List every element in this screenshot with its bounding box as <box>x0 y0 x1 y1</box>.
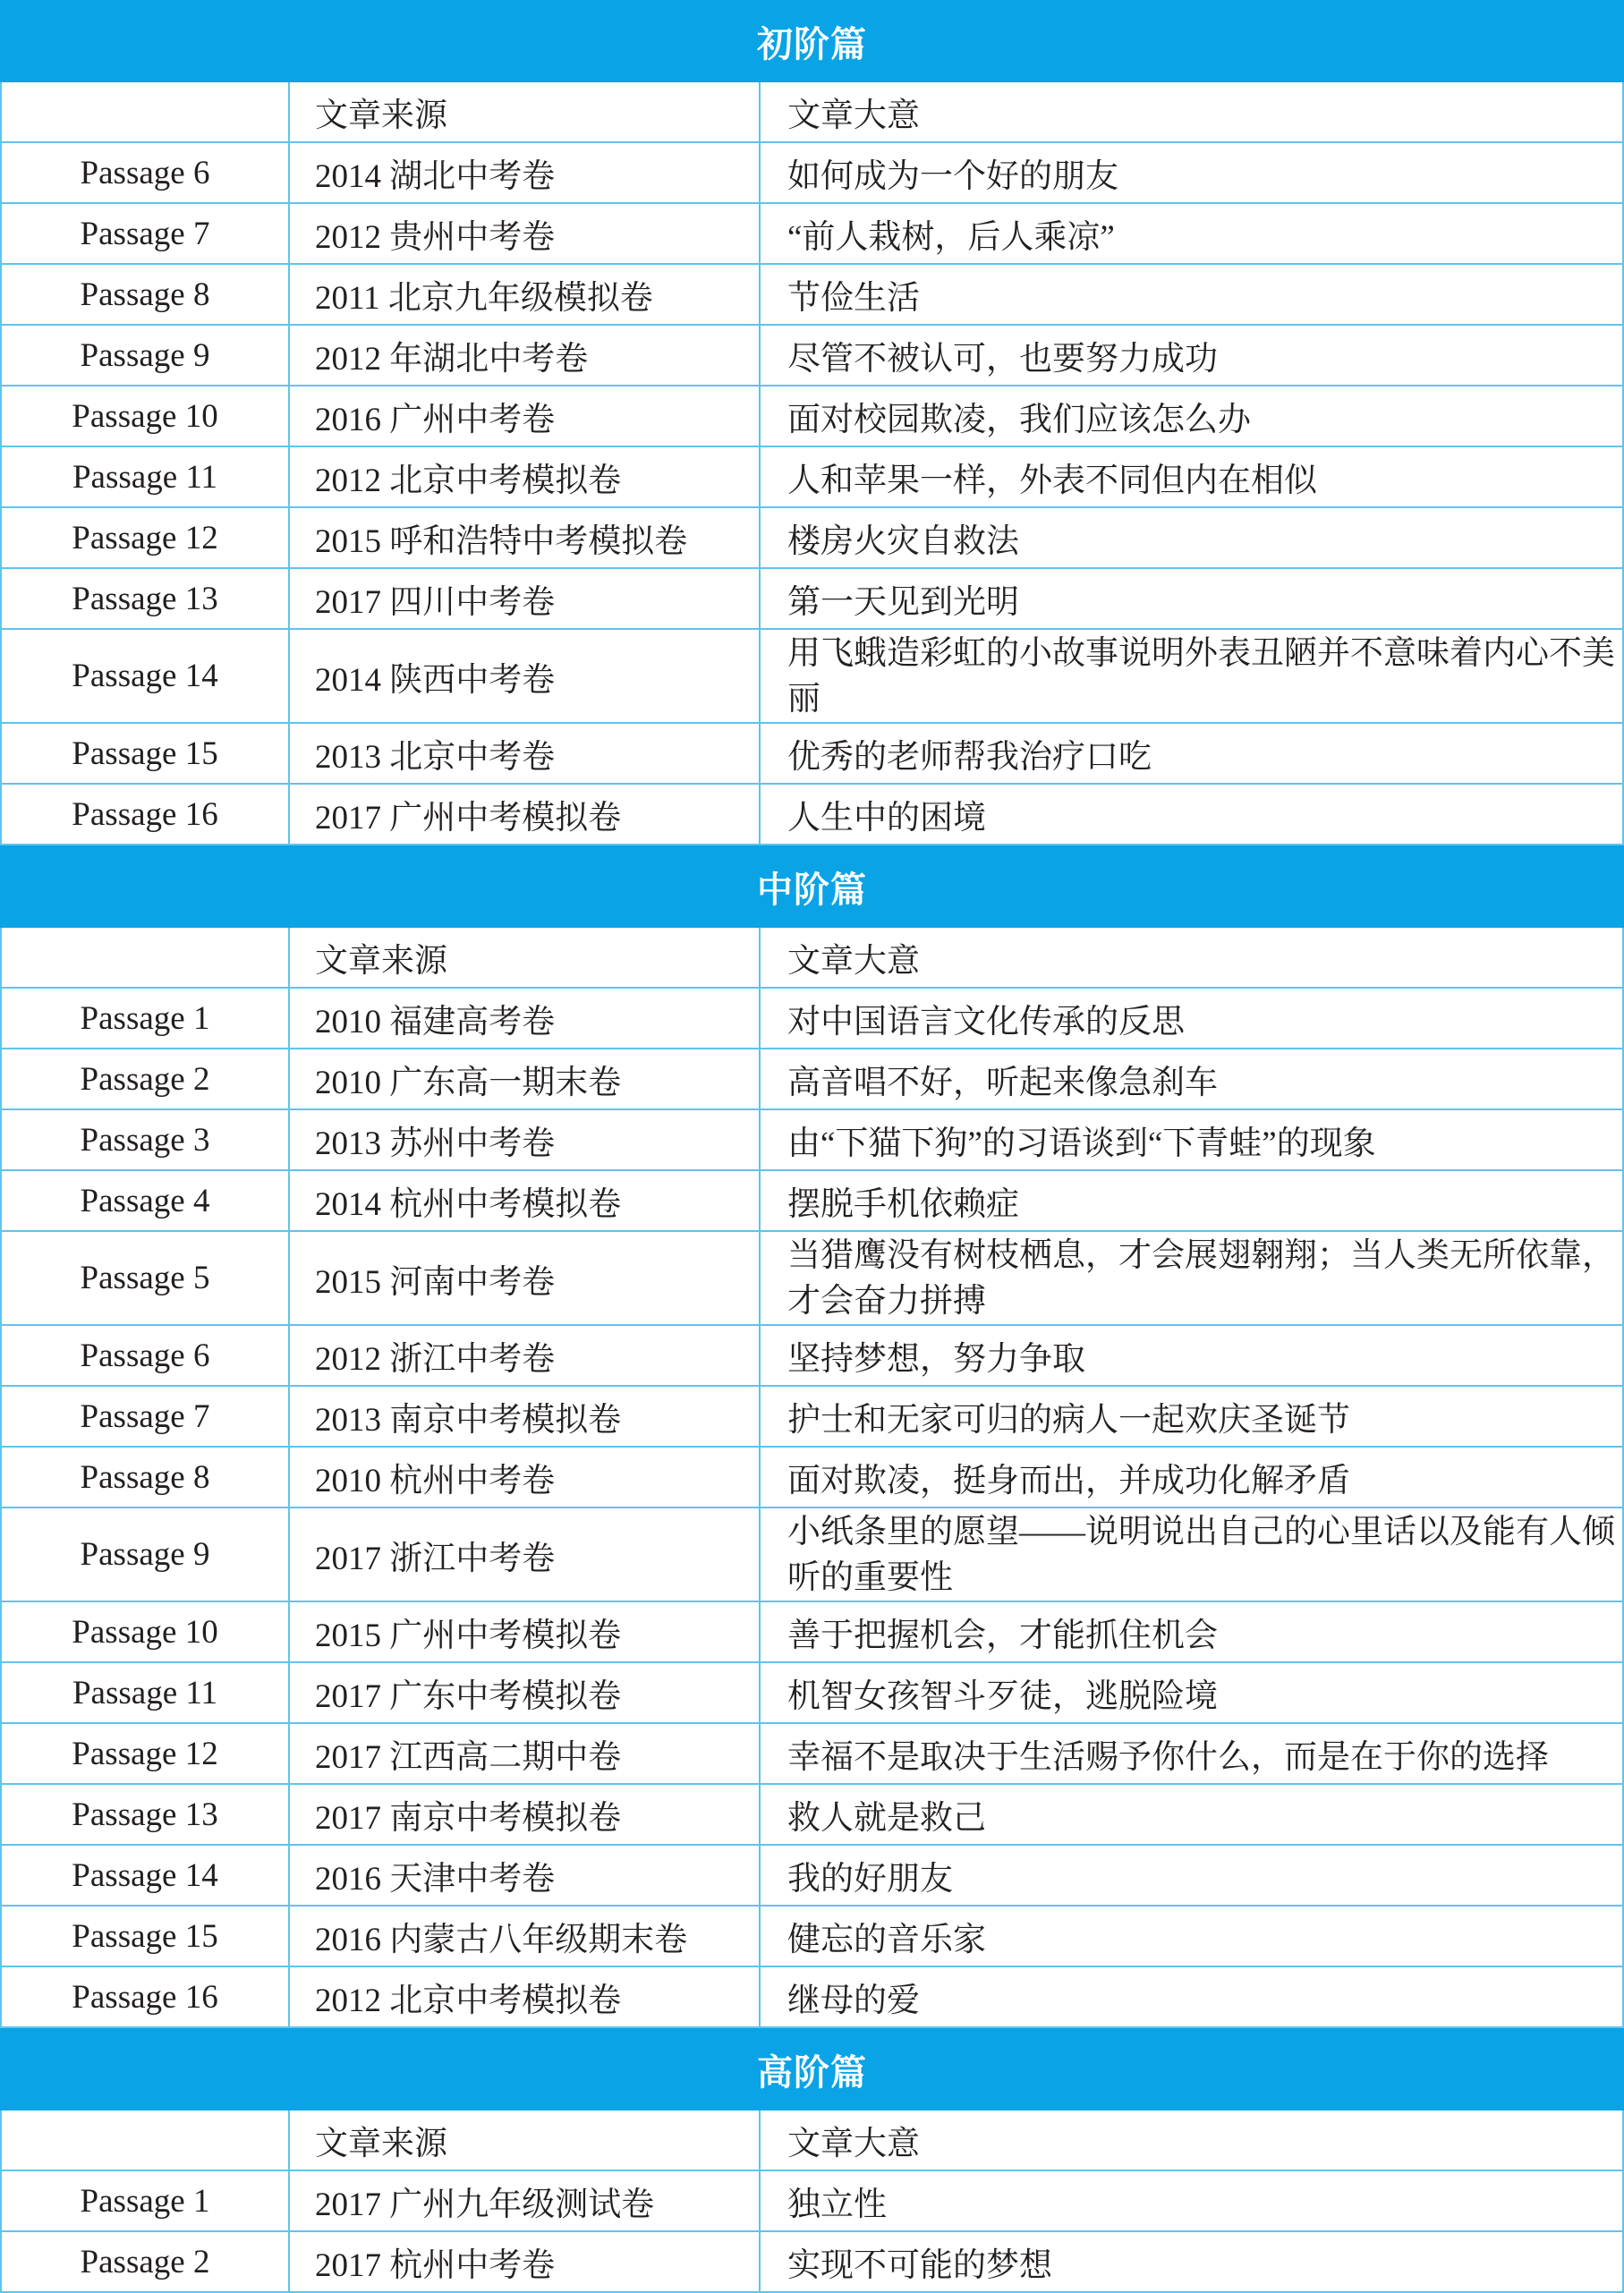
passage-source: 2017 广州九年级测试卷 <box>290 2171 761 2230</box>
passage-summary: 如何成为一个好的朋友 <box>761 143 1624 202</box>
table-row <box>0 447 1624 508</box>
passage-summary: 摆脱手机依赖症 <box>761 1171 1624 1230</box>
passage-summary: 善于把握机会，才能抓住机会 <box>761 1602 1624 1661</box>
passage-summary: 面对校园欺凌，我们应该怎么办 <box>761 386 1624 446</box>
passage-source: 2012 北京中考模拟卷 <box>290 447 761 506</box>
table-row <box>0 1785 1624 1846</box>
table-row <box>0 1663 1624 1724</box>
passage-summary: 第一天见到光明 <box>761 569 1624 628</box>
passage-summary: 当猎鹰没有树枝栖息，才会展翅翱翔；当人类无所依靠，才会奋力拼搏 <box>761 1232 1624 1324</box>
passage-source: 2012 贵州中考卷 <box>290 204 761 263</box>
column-header-source: 文章来源 <box>290 82 761 141</box>
section-advanced <box>0 2028 1624 2293</box>
empty-header-cell <box>0 2110 290 2170</box>
passage-source: 2017 浙江中考卷 <box>290 1508 761 1601</box>
passage-label: Passage 12 <box>0 508 290 567</box>
passage-label: Passage 15 <box>0 1907 290 1966</box>
passage-label: Passage 10 <box>0 1602 290 1661</box>
table-row <box>0 1724 1624 1785</box>
passage-label: Passage 14 <box>0 630 290 722</box>
passage-label: Passage 13 <box>0 569 290 628</box>
passage-label: Passage 5 <box>0 1232 290 1324</box>
passage-source: 2013 北京中考卷 <box>290 724 761 783</box>
section-intermediate <box>0 845 1624 2028</box>
passage-source: 2017 广东中考模拟卷 <box>290 1663 761 1722</box>
passage-label: Passage 1 <box>0 2171 290 2230</box>
passage-source: 2013 苏州中考卷 <box>290 1110 761 1169</box>
passage-summary: 健忘的音乐家 <box>761 1907 1624 1966</box>
passage-source: 2016 天津中考卷 <box>290 1846 761 1905</box>
passage-summary: 面对欺凌，挺身而出，并成功化解矛盾 <box>761 1448 1624 1507</box>
table-row <box>0 724 1624 785</box>
passage-source: 2016 广州中考卷 <box>290 386 761 446</box>
passage-source: 2013 南京中考模拟卷 <box>290 1387 761 1446</box>
passage-label: Passage 7 <box>0 1387 290 1446</box>
passage-source: 2012 年湖北中考卷 <box>290 326 761 385</box>
passage-summary: 人和苹果一样，外表不同但内在相似 <box>761 447 1624 506</box>
passage-label: Passage 3 <box>0 1110 290 1169</box>
passage-label: Passage 12 <box>0 1724 290 1783</box>
passage-source: 2014 陕西中考卷 <box>290 630 761 722</box>
passage-summary: 坚持梦想，努力争取 <box>761 1326 1624 1385</box>
passage-source: 2010 广东高一期末卷 <box>290 1049 761 1108</box>
table-row <box>0 2171 1624 2232</box>
passage-label: Passage 6 <box>0 1326 290 1385</box>
passage-summary: 节俭生活 <box>761 265 1624 324</box>
table-row <box>0 569 1624 630</box>
column-header-source: 文章来源 <box>290 2110 761 2170</box>
column-header-row <box>0 82 1624 143</box>
passage-label: Passage 7 <box>0 204 290 263</box>
passage-source: 2017 广州中考模拟卷 <box>290 785 761 844</box>
passage-label: Passage 13 <box>0 1785 290 1844</box>
column-header-row <box>0 2110 1624 2171</box>
passage-source: 2017 江西高二期中卷 <box>290 1724 761 1783</box>
passage-source: 2017 杭州中考卷 <box>290 2232 761 2291</box>
section-title: 高阶篇 <box>0 2028 1624 2110</box>
passage-label: Passage 9 <box>0 1508 290 1601</box>
passage-label: Passage 1 <box>0 989 290 1048</box>
column-header-row <box>0 928 1624 989</box>
table-row <box>0 326 1624 386</box>
table-row <box>0 1171 1624 1232</box>
section-title: 中阶篇 <box>0 845 1624 928</box>
table-row <box>0 1049 1624 1110</box>
table-row <box>0 1602 1624 1663</box>
passage-source: 2012 北京中考模拟卷 <box>290 1967 761 2026</box>
table-row <box>0 1846 1624 1907</box>
passage-summary: 机智女孩智斗歹徒，逃脱险境 <box>761 1663 1624 1722</box>
table-row <box>0 1508 1624 1602</box>
column-header-source: 文章来源 <box>290 928 761 987</box>
passage-label: Passage 15 <box>0 724 290 783</box>
table-row <box>0 204 1624 265</box>
table-row <box>0 2232 1624 2293</box>
passage-label: Passage 9 <box>0 326 290 385</box>
table-row <box>0 1967 1624 2028</box>
passage-label: Passage 2 <box>0 1049 290 1108</box>
table-row <box>0 630 1624 724</box>
passage-summary: 独立性 <box>761 2171 1624 2230</box>
passage-label: Passage 6 <box>0 143 290 202</box>
table-row <box>0 1110 1624 1171</box>
column-header-summary: 文章大意 <box>761 2110 1624 2170</box>
passage-summary: “前人栽树，后人乘凉” <box>761 204 1624 263</box>
passage-label: Passage 16 <box>0 785 290 844</box>
passage-label: Passage 8 <box>0 265 290 324</box>
passage-source: 2010 杭州中考卷 <box>290 1448 761 1507</box>
section-beginner <box>0 0 1624 845</box>
passage-label: Passage 14 <box>0 1846 290 1905</box>
section-title: 初阶篇 <box>0 0 1624 82</box>
passage-summary: 高音唱不好，听起来像急刹车 <box>761 1049 1624 1108</box>
passage-source: 2017 南京中考模拟卷 <box>290 1785 761 1844</box>
table-row <box>0 1387 1624 1448</box>
passage-source: 2012 浙江中考卷 <box>290 1326 761 1385</box>
passage-label: Passage 8 <box>0 1448 290 1507</box>
passage-summary: 实现不可能的梦想 <box>761 2232 1624 2291</box>
passage-label: Passage 11 <box>0 447 290 506</box>
table-row <box>0 508 1624 569</box>
table-row <box>0 1232 1624 1326</box>
passage-summary: 对中国语言文化传承的反思 <box>761 989 1624 1048</box>
passage-source: 2015 广州中考模拟卷 <box>290 1602 761 1661</box>
table-row <box>0 785 1624 845</box>
passage-source: 2015 河南中考卷 <box>290 1232 761 1324</box>
passage-label: Passage 11 <box>0 1663 290 1722</box>
table-row <box>0 1326 1624 1387</box>
passage-summary: 尽管不被认可，也要努力成功 <box>761 326 1624 385</box>
passage-source: 2011 北京九年级模拟卷 <box>290 265 761 324</box>
passage-summary: 幸福不是取决于生活赐予你什么，而是在于你的选择 <box>761 1724 1624 1783</box>
passage-summary: 楼房火灾自救法 <box>761 508 1624 567</box>
passage-summary: 优秀的老师帮我治疗口吃 <box>761 724 1624 783</box>
column-header-summary: 文章大意 <box>761 82 1624 141</box>
passage-source: 2014 杭州中考模拟卷 <box>290 1171 761 1230</box>
passage-summary: 用飞蛾造彩虹的小故事说明外表丑陋并不意味着内心不美丽 <box>761 630 1624 722</box>
passage-summary: 继母的爱 <box>761 1967 1624 2026</box>
passage-summary: 由“下猫下狗”的习语谈到“下青蛙”的现象 <box>761 1110 1624 1169</box>
passage-source: 2010 福建高考卷 <box>290 989 761 1048</box>
passage-summary: 护士和无家可归的病人一起欢庆圣诞节 <box>761 1387 1624 1446</box>
passage-source: 2017 四川中考卷 <box>290 569 761 628</box>
empty-header-cell <box>0 82 290 141</box>
passage-label: Passage 10 <box>0 386 290 446</box>
passage-source: 2016 内蒙古八年级期末卷 <box>290 1907 761 1966</box>
table-row <box>0 143 1624 204</box>
passage-label: Passage 4 <box>0 1171 290 1230</box>
passage-summary: 人生中的困境 <box>761 785 1624 844</box>
table-row <box>0 1448 1624 1508</box>
column-header-summary: 文章大意 <box>761 928 1624 987</box>
table-row <box>0 1907 1624 1967</box>
passage-summary: 小纸条里的愿望——说明说出自己的心里话以及能有人倾听的重要性 <box>761 1508 1624 1601</box>
passage-label: Passage 2 <box>0 2232 290 2291</box>
table-row <box>0 265 1624 326</box>
table-row <box>0 386 1624 447</box>
passage-summary: 救人就是救己 <box>761 1785 1624 1844</box>
table-row <box>0 989 1624 1049</box>
passage-source: 2014 湖北中考卷 <box>290 143 761 202</box>
passage-source: 2015 呼和浩特中考模拟卷 <box>290 508 761 567</box>
passage-summary: 我的好朋友 <box>761 1846 1624 1905</box>
passage-label: Passage 16 <box>0 1967 290 2026</box>
empty-header-cell <box>0 928 290 987</box>
